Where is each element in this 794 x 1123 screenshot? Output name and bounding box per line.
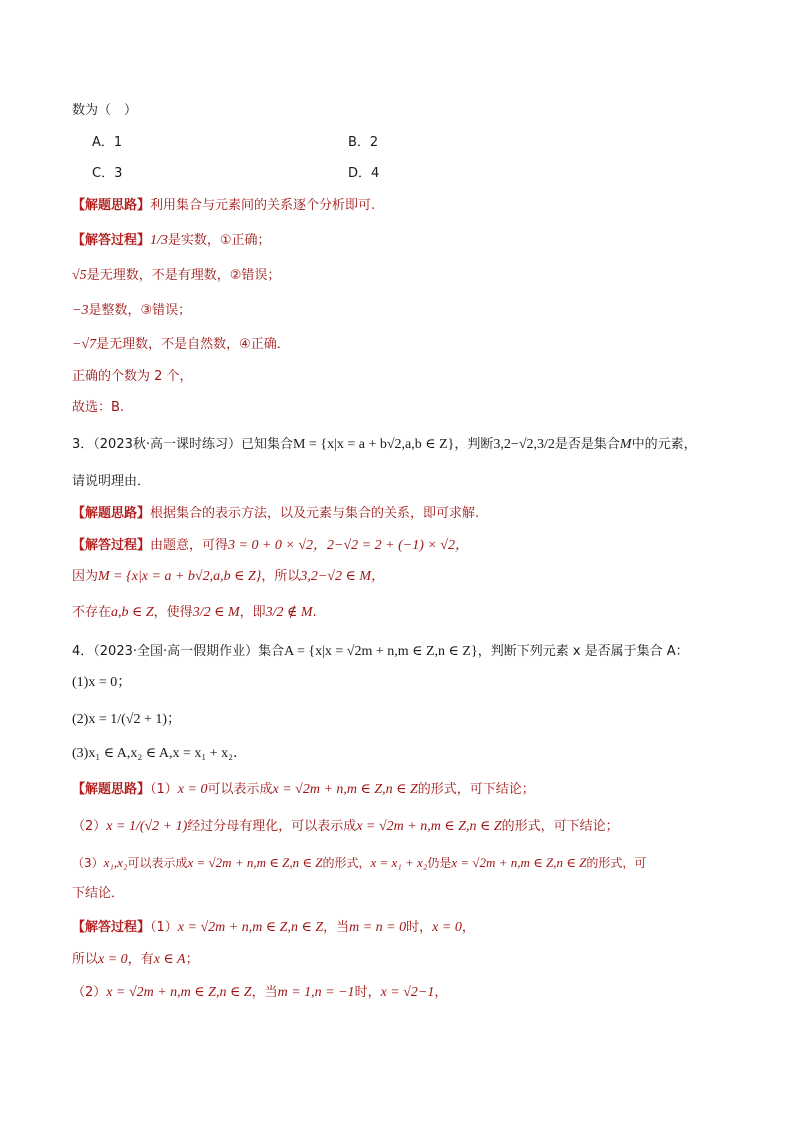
question-4-item-2: (2)x = 1/(√2 + 1)； — [72, 712, 182, 727]
question-3-line-2: 请说明理由． — [72, 474, 151, 489]
q4-solution-line-3: （2）x = √2m + n,m ∈ Z,n ∈ Z，当m = 1,n = −1时，x = √2−1， — [72, 985, 448, 1000]
q4-solution-process: 【解答过程】（1）x = √2m + n,m ∈ Z,n ∈ Z，当m = n = 0时，x = 0， — [72, 920, 475, 935]
q4-solution-idea: 【解题思路】（1）x = 0可以表示成x = √2m + n,m ∈ Z,n ∈ Z的形式，可下结论； — [72, 782, 535, 797]
solution-line-2: √5是无理数，不是有理数，②错误； — [72, 268, 281, 283]
option-a: A．1 — [92, 135, 123, 150]
solution-line-4: −√7是无理数，不是自然数，④正确． — [72, 337, 290, 352]
solution-process-1: 【解答过程】1/3是实数，①正确； — [72, 233, 271, 248]
question-4-item-3: (3)x₁ ∈ A,x₂ ∈ A,x = x₁ + x₂． — [72, 746, 248, 761]
q3-solution-line-3: 不存在a,b ∈ Z，使得3/2 ∈ M，即3/2 ∉ M. — [72, 605, 317, 620]
solution-line-5: 正确的个数为 2 个， — [72, 369, 193, 384]
q3-solution-line-2: 因为M = {x|x = a + b√2,a,b ∈ Z}，所以3,2−√2 ∈ M， — [72, 569, 385, 584]
question-3: 3．（2023秋·高一课时练习）已知集合M = {x|x = a + b√2,a,b ∈ Z}，判断3,2−√2,3/2是否是集合M中的元素， — [72, 437, 697, 452]
q4-solution-idea-3-line-2: 下结论． — [72, 886, 125, 901]
q4-solution-idea-2: （2）x = 1/(√2 + 1)经过分母有理化，可以表示成x = √2m + n,m ∈ Z,n ∈ Z的形式，可下结论； — [72, 819, 619, 834]
q4-solution-line-2: 所以x = 0，有x ∈ A； — [72, 952, 199, 967]
solution-answer: 故选：B. — [72, 400, 125, 415]
q4-solution-idea-3: （3）x₁,x₂可以表示成x = √2m + n,m ∈ Z,n ∈ Z的形式，x = x₁ + x₂仍是x = √2m + n,m ∈ Z,n ∈ Z的形式，可 — [72, 855, 647, 870]
solution-line-3: −3是整数，③错误； — [72, 303, 192, 318]
question-continuation: 数为（ ） — [72, 103, 138, 118]
option-b: B．2 — [348, 135, 379, 150]
question-4: 4．（2023·全国·高一假期作业）集合A = {x|x = √2m + n,m ∈ Z,n ∈ Z}，判断下列元素 x 是否属于集合 A： — [72, 644, 689, 659]
question-4-item-1: (1)x = 0； — [72, 675, 132, 690]
q3-solution-idea: 【解题思路】根据集合的表示方法，以及元素与集合的关系，即可求解. — [72, 506, 480, 521]
solution-idea: 【解题思路】利用集合与元素间的关系逐个分析即可. — [72, 198, 376, 213]
option-c: C．3 — [92, 166, 123, 181]
option-d: D．4 — [348, 166, 380, 181]
q3-solution-process: 【解答过程】由题意，可得3 = 0 + 0 × √2，2−√2 = 2 + (−1) × √2， — [72, 538, 469, 553]
